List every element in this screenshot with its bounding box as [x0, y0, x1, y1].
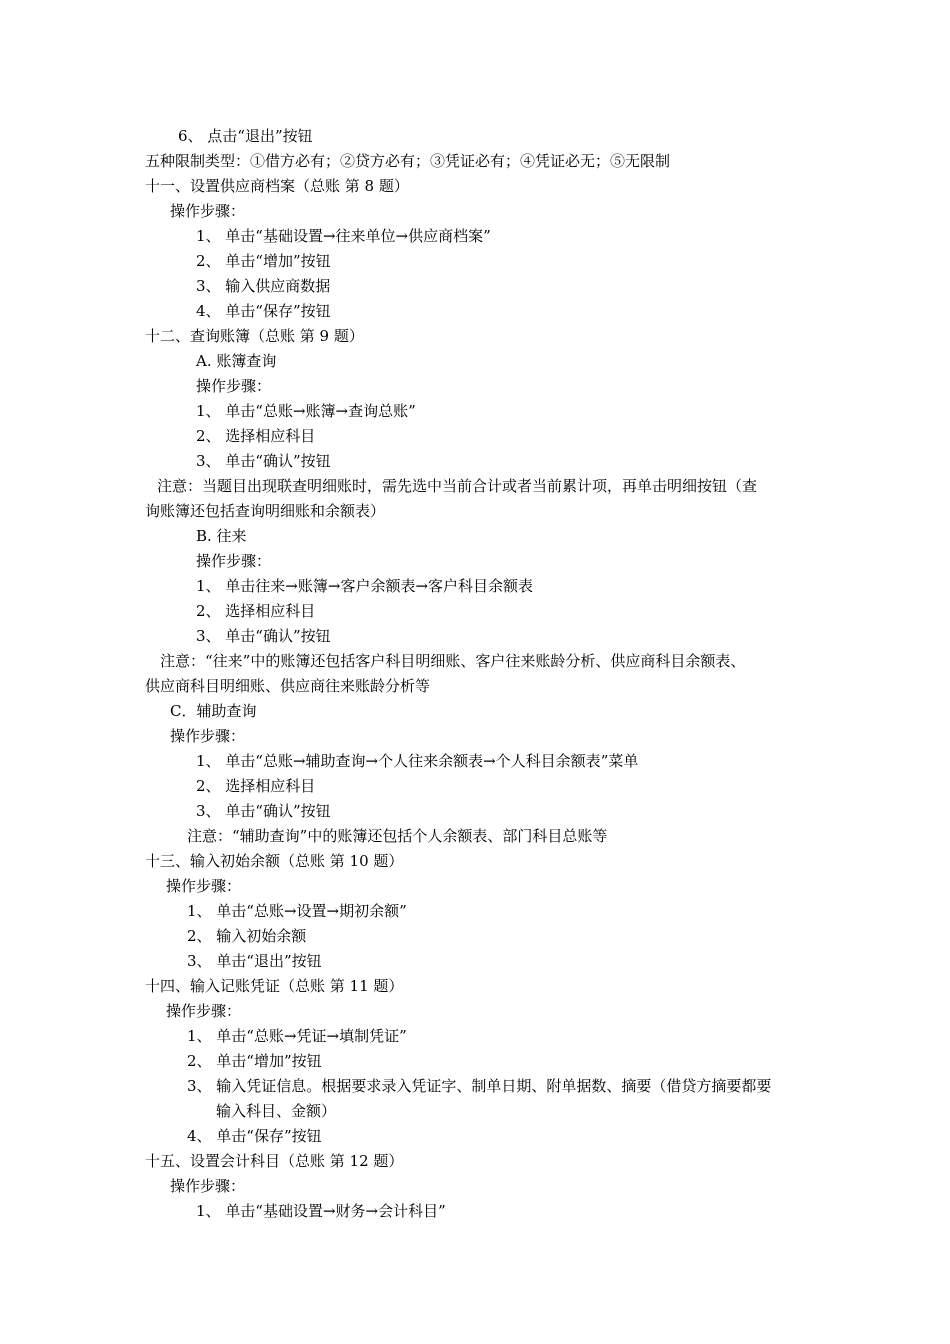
step-item: 1、 单击“总账→账簿→查询总账” — [196, 402, 416, 420]
step-item: 3、 单击“确认”按钮 — [196, 452, 331, 470]
step-item: 1、 单击往来→账簿→客户余额表→客户科目余额表 — [196, 577, 534, 595]
step-item-continuation: 输入科目、金额） — [216, 1102, 337, 1120]
text-line: 操作步骤： — [170, 202, 246, 220]
text-line: 操作步骤： — [196, 552, 272, 570]
step-item: 2、 选择相应科目 — [196, 427, 316, 445]
step-item: 1、 单击“基础设置→财务→会计科目” — [196, 1202, 446, 1220]
step-item: 2、 单击“增加”按钮 — [196, 252, 331, 270]
note-text: 注意：当题目出现联查明细账时，需先选中当前合计或者当前累计项，再单击明细按钮（查 — [157, 477, 758, 495]
section-heading: 十三、输入初始余额（总账 第 10 题） — [145, 852, 404, 870]
step-item: 3、 单击“确认”按钮 — [196, 627, 331, 645]
text-line: 操作步骤： — [196, 377, 272, 395]
step-item: 1、 单击“总账→设置→期初余额” — [187, 902, 407, 920]
section-heading: 十四、输入记账凭证（总账 第 11 题） — [145, 977, 404, 995]
step-item: 3、 输入供应商数据 — [196, 277, 331, 295]
section-heading: 十一、设置供应商档案（总账 第 8 题） — [145, 177, 409, 195]
step-item: 2、 输入初始余额 — [187, 927, 307, 945]
text-line: 6、 点击“退出”按钮 — [178, 127, 313, 145]
note-text: 供应商科目明细账、供应商往来账龄分析等 — [145, 677, 431, 695]
step-item: 3、 单击“确认”按钮 — [196, 802, 331, 820]
section-heading: 十二、查询账簿（总账 第 9 题） — [145, 327, 364, 345]
text-line: 操作步骤： — [170, 727, 246, 745]
step-item: 3、 输入凭证信息。根据要求录入凭证字、制单日期、附单据数、摘要（借贷方摘要都要 — [187, 1077, 772, 1095]
note-text: 注意：“往来”中的账簿还包括客户科目明细账、客户往来账龄分析、供应商科目余额表、 — [160, 652, 746, 670]
note-text: 询账簿还包括查询明细账和余额表） — [145, 502, 386, 520]
step-item: 4、 单击“保存”按钮 — [196, 302, 331, 320]
subsection-heading: C．辅助查询 — [170, 702, 257, 720]
subsection-heading: A. 账簿查询 — [196, 352, 277, 370]
step-item: 2、 单击“增加”按钮 — [187, 1052, 322, 1070]
text-line: 五种限制类型：①借方必有；②贷方必有；③凭证必有；④凭证必无；⑤无限制 — [145, 152, 671, 170]
step-item: 1、 单击“基础设置→往来单位→供应商档案” — [196, 227, 491, 245]
step-item: 2、 选择相应科目 — [196, 777, 316, 795]
step-item: 4、 单击“保存”按钮 — [187, 1127, 322, 1145]
text-line: 操作步骤： — [166, 877, 242, 895]
subsection-heading: B. 往来 — [196, 527, 247, 545]
text-line: 操作步骤： — [170, 1177, 246, 1195]
step-item: 1、 单击“总账→辅助查询→个人往来余额表→个人科目余额表”菜单 — [196, 752, 639, 770]
step-item: 2、 选择相应科目 — [196, 602, 316, 620]
text-line: 操作步骤： — [166, 1002, 242, 1020]
note-text: 注意：“辅助查询”中的账簿还包括个人余额表、部门科目总账等 — [187, 827, 608, 845]
section-heading: 十五、设置会计科目（总账 第 12 题） — [145, 1152, 404, 1170]
step-item: 3、 单击“退出”按钮 — [187, 952, 322, 970]
step-item: 1、 单击“总账→凭证→填制凭证” — [187, 1027, 407, 1045]
